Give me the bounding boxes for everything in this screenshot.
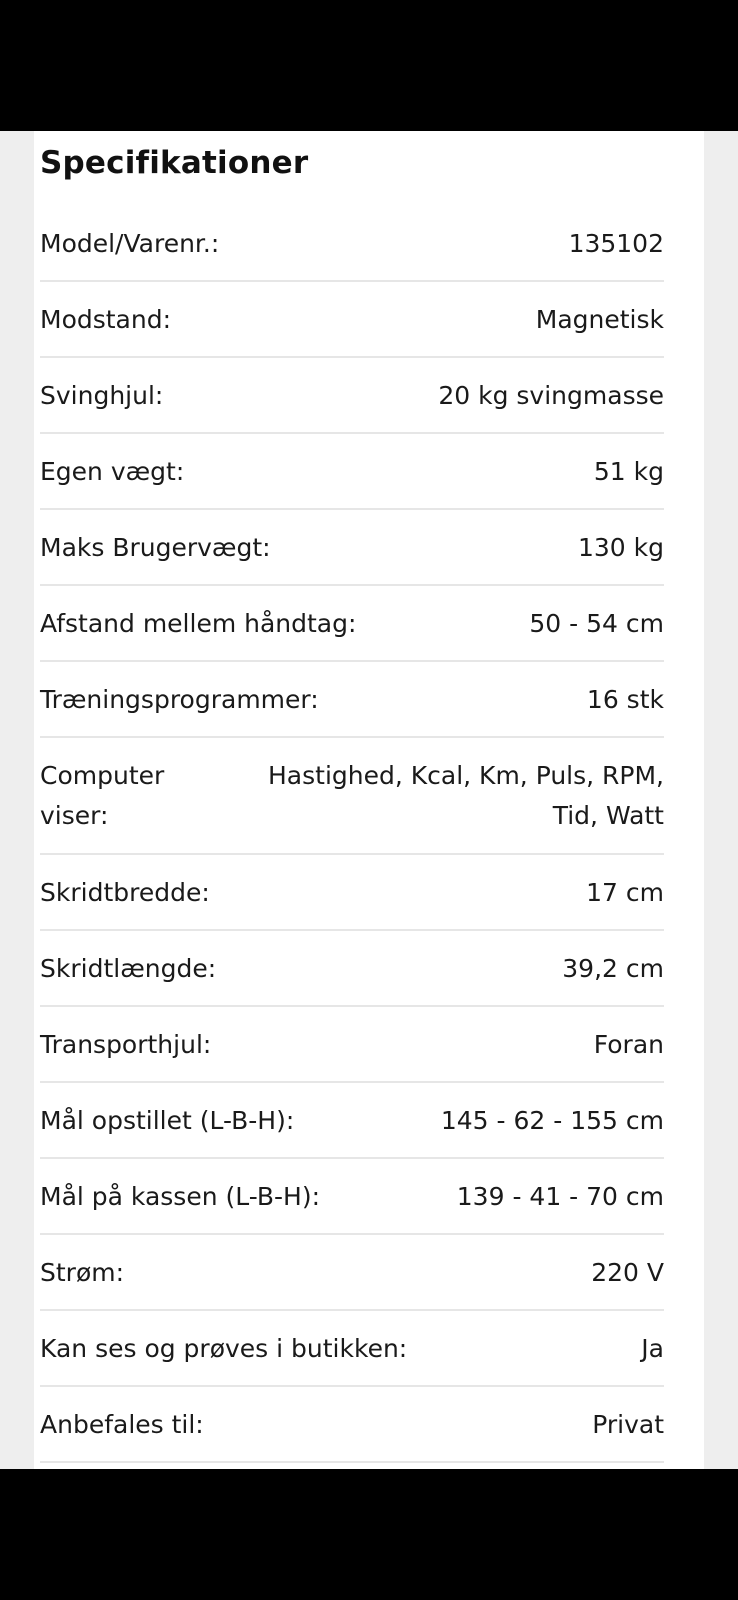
spec-label: Kan ses og prøves i butikken: <box>40 1334 408 1363</box>
specifications-title: Specifikationer <box>40 145 309 181</box>
spec-value: 16 stk <box>586 685 664 714</box>
spec-value: 50 - 54 cm <box>529 609 664 638</box>
spec-value: 135102 <box>568 229 664 258</box>
spec-row-max-user-weight <box>40 510 664 586</box>
spec-label: Svinghjul: <box>40 381 164 410</box>
spec-row-transport-wheels <box>40 1007 664 1083</box>
spec-row-training-programs <box>40 662 664 738</box>
spec-value: Hastighed, Kcal, Km, Puls, RPM, Tid, Watt <box>268 761 664 830</box>
spec-label: Egen vægt: <box>40 457 185 486</box>
spec-label: Model/Varenr.: <box>40 229 220 258</box>
spec-row-assembled-dimensions <box>40 1083 664 1159</box>
spec-value: 145 - 62 - 155 cm <box>440 1106 664 1135</box>
spec-label: Maks Brugervægt: <box>40 533 271 562</box>
spec-label: Afstand mellem håndtag: <box>40 609 357 638</box>
spec-label: Skridtbredde: <box>40 878 210 907</box>
spec-label: Modstand: <box>40 305 172 334</box>
spec-row-resistance <box>40 282 664 358</box>
spec-label: Mål på kassen (L-B-H): <box>40 1182 321 1211</box>
spec-value: Magnetisk <box>535 305 664 334</box>
spec-value: 139 - 41 - 70 cm <box>456 1182 664 1211</box>
spec-label: Anbefales til: <box>40 1410 204 1439</box>
spec-value: 39,2 cm <box>562 954 664 983</box>
spec-value: Foran <box>593 1030 664 1059</box>
spec-label: Computer viser: <box>40 761 165 830</box>
spec-label: Strøm: <box>40 1258 125 1287</box>
spec-label: Transporthjul: <box>40 1030 212 1059</box>
specifications-list <box>40 206 664 1463</box>
spec-value: 20 kg svingmasse <box>438 381 664 410</box>
spec-row-power <box>40 1235 664 1311</box>
spec-value: 220 V <box>591 1258 664 1287</box>
spec-row-handle-distance <box>40 586 664 662</box>
spec-row-computer-display <box>40 738 664 855</box>
spec-label: Skridtlængde: <box>40 954 217 983</box>
spec-value: 130 kg <box>577 533 664 562</box>
spec-value: 17 cm <box>586 878 664 907</box>
spec-value: Privat <box>592 1410 664 1439</box>
spec-label: Træningsprogrammer: <box>40 685 319 714</box>
spec-row-model <box>40 206 664 282</box>
spec-label: Mål opstillet (L-B-H): <box>40 1106 295 1135</box>
spec-value: 51 kg <box>593 457 664 486</box>
spec-row-stride-width <box>40 855 664 931</box>
spec-row-box-dimensions <box>40 1159 664 1235</box>
spec-row-in-store <box>40 1311 664 1387</box>
spec-row-flywheel <box>40 358 664 434</box>
spec-row-own-weight <box>40 434 664 510</box>
spec-row-stride-length <box>40 931 664 1007</box>
spec-row-recommended-for <box>40 1387 664 1463</box>
spec-value: Ja <box>641 1334 664 1363</box>
